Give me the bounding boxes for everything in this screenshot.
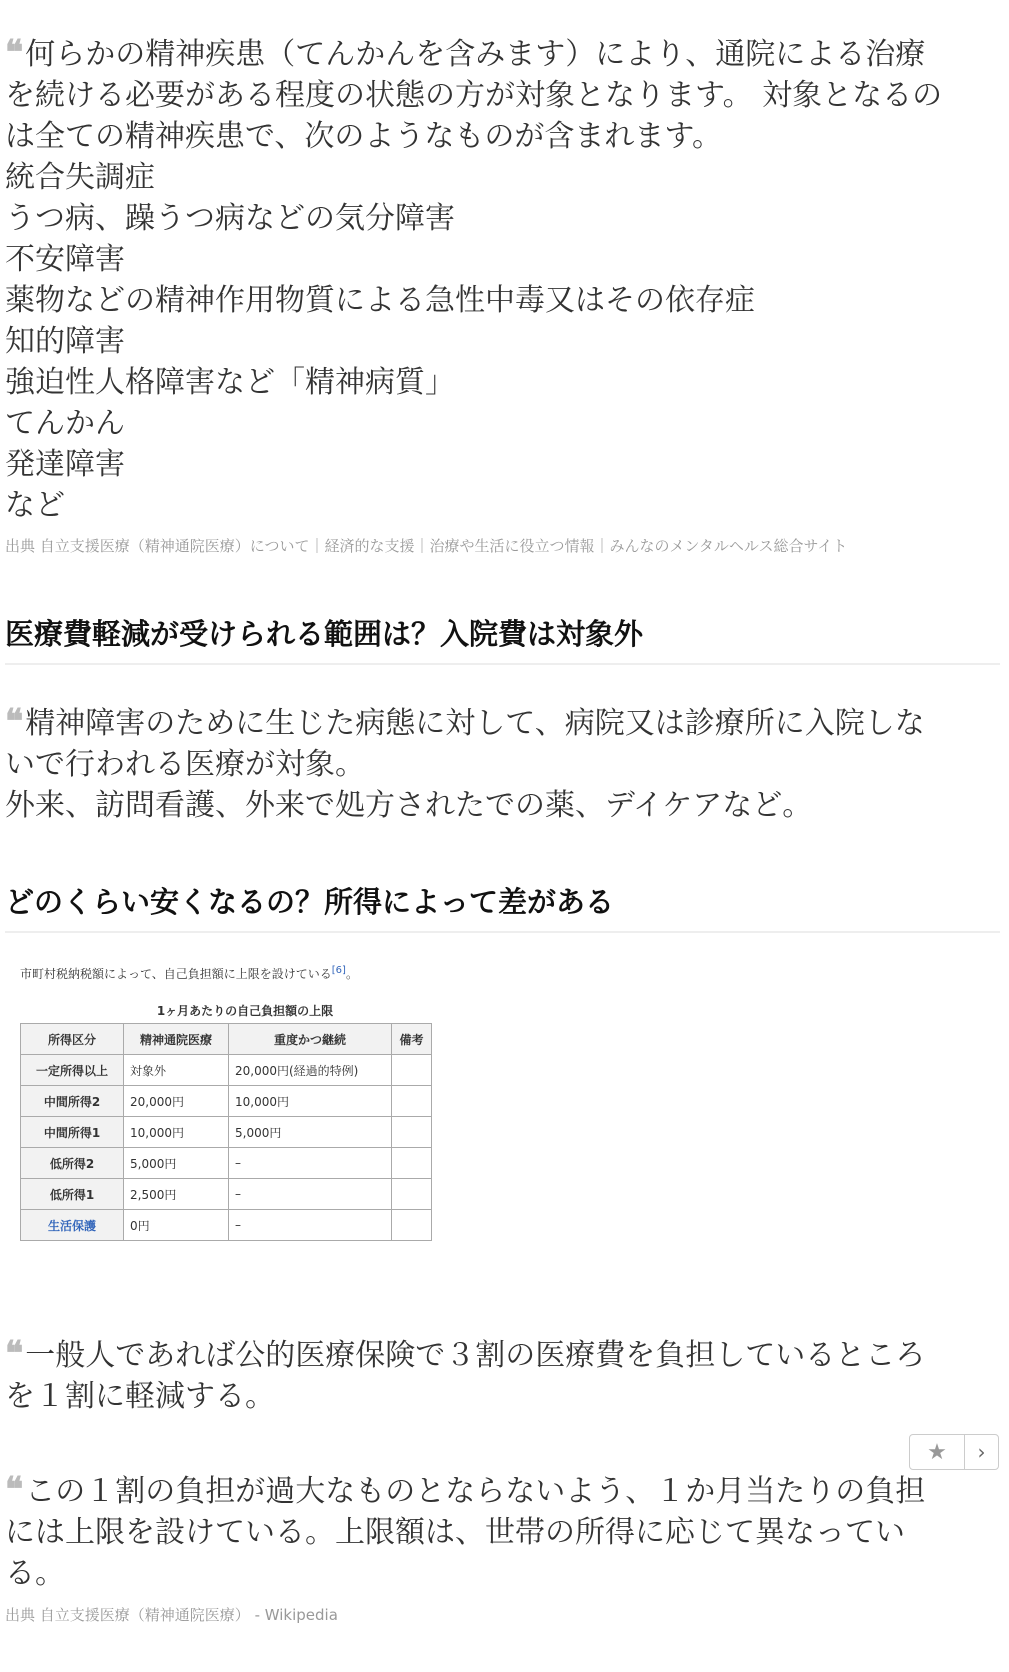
table-cell: 5,000円 — [229, 1117, 392, 1148]
table-row — [21, 1179, 432, 1210]
quote-line: うつ病、躁うつ病などの気分障害 — [5, 201, 455, 236]
quote-line: 強迫性人格障害など「精神病質」 — [5, 365, 455, 400]
table-cell — [392, 1179, 432, 1210]
quote-line: には上限を設けている。上限額は、世帯の所得に応じて異なってい — [5, 1515, 905, 1550]
table-cell: 5,000円 — [124, 1148, 229, 1179]
quote-line: 発達障害 — [5, 447, 125, 482]
column-header: 精神通院医療 — [124, 1024, 229, 1055]
favorite-widget — [909, 1434, 999, 1470]
table-cell: 中間所得1 — [21, 1117, 124, 1148]
quote-line: 知的障害 — [5, 324, 125, 359]
quote-line: てんかん — [5, 406, 125, 441]
quote-line: いで行われる医療が対象。 — [5, 747, 365, 782]
quote-line: ❝何らかの精神疾患（てんかんを含みます）により、通院による治療 — [5, 33, 926, 73]
table-cell: – — [229, 1210, 392, 1241]
column-header: 重度かつ継続 — [229, 1024, 392, 1055]
quote-line: など — [5, 488, 65, 523]
table-cell — [392, 1086, 432, 1117]
cost-table-figure — [20, 965, 440, 1241]
table-cell: 20,000円 — [124, 1086, 229, 1117]
quote-line: 統合失調症 — [5, 160, 155, 195]
table-header-row — [21, 1024, 432, 1055]
quote-icon: ❝ — [5, 33, 24, 73]
table-cell — [392, 1210, 432, 1241]
source-link[interactable]: 自立支援医療（精神通院医療） - Wikipedia — [39, 1606, 338, 1624]
table-cell: 一定所得以上 — [21, 1055, 124, 1086]
table-row — [21, 1148, 432, 1179]
column-header: 所得区分 — [21, 1024, 124, 1055]
table-cell: 10,000円 — [124, 1117, 229, 1148]
source-label: 出典 — [5, 1606, 36, 1624]
figure-caption: 市町村税納税額によって、自己負担額に上限を設けている[6]。 — [20, 965, 358, 981]
table-row — [21, 1210, 432, 1241]
table-cell: 低所得1 — [21, 1179, 124, 1210]
source-label: 出典 — [5, 537, 36, 555]
table-cell: – — [229, 1148, 392, 1179]
table-cell: 低所得2 — [21, 1148, 124, 1179]
table-cell: 20,000円(経過的特例) — [229, 1055, 392, 1086]
table-row — [21, 1055, 432, 1086]
quote-block — [5, 1334, 995, 1417]
table-cell: 2,500円 — [124, 1179, 229, 1210]
section-heading: 医療費軽減が受けられる範囲は？入院費は対象外 — [5, 612, 1000, 665]
table-row — [21, 1086, 432, 1117]
table-cell: – — [229, 1179, 392, 1210]
quote-line: ❝この１割の負担が過大なものとならないよう、１か月当たりの負担 — [5, 1470, 926, 1510]
quote-line: は全ての精神疾患で、次のようなものが含まれます。 — [5, 119, 722, 154]
cost-limit-table — [20, 1023, 432, 1241]
quote-icon: ❝ — [5, 702, 24, 742]
source-citation — [5, 535, 847, 556]
quote-block — [5, 33, 995, 526]
table-title: 1ヶ月あたりの自己負担額の上限 — [156, 1004, 334, 1018]
quote-line: 外来、訪問看護、外来で処方されたでの薬、デイケアなど。 — [5, 788, 813, 823]
table-cell — [392, 1148, 432, 1179]
chevron-right-icon[interactable]: › — [977, 1440, 986, 1464]
table-cell: 中間所得2 — [21, 1086, 124, 1117]
table-cell-link[interactable]: 生活保護 — [21, 1210, 124, 1241]
reference-link[interactable]: [6] — [331, 965, 346, 976]
quote-line: を１割に軽減する。 — [5, 1379, 275, 1414]
quote-line: 薬物などの精神作用物質による急性中毒又はその依存症 — [5, 283, 755, 318]
table-cell: 10,000円 — [229, 1086, 392, 1117]
quote-line: ❝精神障害のために生じた病態に対して、病院又は診療所に入院しな — [5, 702, 925, 742]
quote-icon: ❝ — [5, 1334, 24, 1374]
source-citation — [5, 1604, 338, 1625]
table-cell — [392, 1117, 432, 1148]
section-heading: どのくらい安くなるの？所得によって差がある — [5, 880, 1000, 933]
table-cell: 0円 — [124, 1210, 229, 1241]
star-icon[interactable]: ★ — [910, 1435, 965, 1469]
quote-block — [5, 1470, 995, 1594]
table-cell: 対象外 — [124, 1055, 229, 1086]
quote-line: を続ける必要がある程度の状態の方が対象となります。 対象となるの — [5, 78, 943, 113]
quote-line: 不安障害 — [5, 242, 125, 277]
table-cell — [392, 1055, 432, 1086]
table-row — [21, 1117, 432, 1148]
column-header: 備考 — [392, 1024, 432, 1055]
quote-line: る。 — [5, 1556, 65, 1591]
quote-block — [5, 702, 995, 826]
quote-icon: ❝ — [5, 1470, 24, 1510]
quote-line: ❝一般人であれば公的医療保険で３割の医療費を負担しているところ — [5, 1334, 926, 1374]
source-link[interactable]: 自立支援医療（精神通院医療）について｜経済的な支援｜治療や生活に役立つ情報｜みんなのメンタルヘルス総合サイト — [39, 537, 848, 555]
